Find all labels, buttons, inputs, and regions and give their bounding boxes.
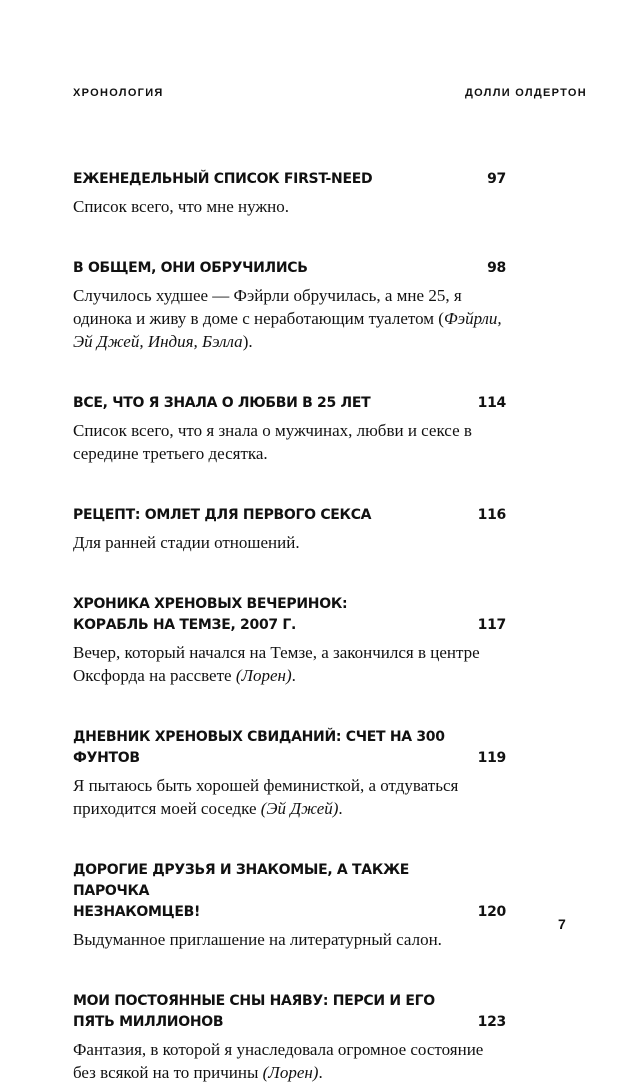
description-tail: . — [291, 666, 296, 685]
toc-entry-title — [73, 258, 506, 279]
toc-entry-page: 120 — [477, 904, 506, 920]
toc-entry-title-line: В ОБЩЕМ, ОНИ ОБРУЧИЛИСЬ — [73, 260, 308, 276]
description-tail: . — [318, 1063, 323, 1082]
toc-entry-title-line: РЕЦЕПТ: ОМЛЕТ ДЛЯ ПЕРВОГО СЕКСА — [73, 507, 372, 523]
toc-entry-description — [73, 195, 506, 218]
toc-entry-page: 97 — [487, 171, 506, 187]
toc-entry-description — [73, 641, 506, 687]
toc-entry-heading — [73, 169, 506, 190]
description-names: (Эй Джей) — [260, 799, 339, 818]
toc-entry-title — [73, 860, 506, 923]
description-text: Список всего, что мне нужно. — [73, 197, 289, 216]
toc-entry-description — [73, 419, 506, 465]
toc-entry-title — [73, 991, 506, 1033]
toc-entry-page: 116 — [477, 507, 506, 523]
toc-entry-heading — [73, 727, 506, 769]
running-head-section: ХРОНОЛОГИЯ — [73, 87, 164, 99]
toc-entry-description — [73, 928, 506, 951]
toc-entry-heading — [73, 393, 506, 414]
toc-entry-title-line: ПЯТЬ МИЛЛИОНОВ — [73, 1014, 224, 1030]
toc-entry-description — [73, 774, 506, 820]
toc-entry-description — [73, 284, 506, 353]
toc-entry-title — [73, 505, 506, 526]
toc-entry-title-line: ВСЕ, ЧТО Я ЗНАЛА О ЛЮБВИ В 25 ЛЕТ — [73, 395, 371, 411]
toc-entry-heading — [73, 505, 506, 526]
toc-entry-description — [73, 531, 506, 554]
toc-entry-page: 114 — [477, 395, 506, 411]
toc-entry-heading — [73, 594, 506, 636]
toc-entry-title-line: ЕЖЕНЕДЕЛЬНЫЙ СПИСОК FIRST-NEED — [73, 171, 373, 187]
toc-entry-heading — [73, 860, 506, 923]
toc-entry-page: 98 — [487, 260, 506, 276]
description-text: Выдуманное приглашение на литературный салон. — [73, 930, 442, 949]
table-of-contents — [73, 169, 506, 1084]
description-tail: . — [338, 799, 343, 818]
toc-entry — [73, 991, 506, 1084]
toc-entry-title-line: ДОРОГИЕ ДРУЗЬЯ И ЗНАКОМЫЕ, А ТАКЖЕ ПАРОЧКА — [73, 862, 410, 899]
description-names: (Лорен) — [262, 1063, 319, 1082]
toc-entry — [73, 393, 506, 465]
description-text: Для ранней стадии отношений. — [73, 533, 300, 552]
toc-entry — [73, 594, 506, 687]
toc-entry-description — [73, 1038, 506, 1084]
description-text: Список всего, что я знала о мужчинах, любви и сексе в середине третьего десятка. — [73, 421, 472, 463]
description-text: Случилось худшее — Фэйрли обручилась, а мне 25, я одинока и живу в доме с неработающим туалетом ( — [73, 286, 462, 328]
description-text: Я пытаюсь быть хорошей феминисткой, а отдуваться приходится моей соседке — [73, 776, 459, 818]
toc-entry-title-line: МОИ ПОСТОЯННЫЕ СНЫ НАЯВУ: ПЕРСИ И ЕГО — [73, 993, 435, 1009]
toc-entry — [73, 258, 506, 353]
page-number: 7 — [558, 916, 566, 932]
toc-entry-title-line: ХРОНИКА ХРЕНОВЫХ ВЕЧЕРИНОК: — [73, 596, 348, 612]
toc-entry-heading — [73, 258, 506, 279]
toc-entry-title — [73, 393, 506, 414]
toc-entry-title — [73, 594, 506, 636]
toc-entry-title-line: НЕЗНАКОМЦЕВ! — [73, 904, 201, 920]
toc-entry-title-line: КОРАБЛЬ НА ТЕМЗЕ, 2007 Г. — [73, 617, 297, 633]
toc-entry-page: 123 — [477, 1014, 506, 1030]
toc-entry — [73, 505, 506, 554]
toc-entry-page: 117 — [477, 617, 506, 633]
running-head — [73, 87, 587, 99]
running-head-author: ДОЛЛИ ОЛДЕРТОН — [464, 87, 587, 99]
toc-entry-page: 119 — [477, 750, 506, 766]
toc-entry-title — [73, 727, 506, 769]
description-text: Фантазия, в которой я унаследовала огромное состояние без всякой на то причины — [73, 1040, 484, 1082]
toc-entry-title-line: ДНЕВНИК ХРЕНОВЫХ СВИДАНИЙ: СЧЕТ НА 300 ФУНТОВ — [73, 729, 445, 766]
toc-entry — [73, 727, 506, 820]
toc-entry-title — [73, 169, 506, 190]
description-names: Фэйрли, Эй Джей, Индия, Бэлла — [73, 309, 502, 351]
toc-entry — [73, 169, 506, 218]
description-tail: ). — [242, 332, 253, 351]
toc-entry — [73, 860, 506, 951]
toc-entry-heading — [73, 991, 506, 1033]
description-names: (Лорен) — [235, 666, 292, 685]
description-text: Вечер, который начался на Темзе, а закончился в центре Оксфорда на рассвете — [73, 643, 480, 685]
